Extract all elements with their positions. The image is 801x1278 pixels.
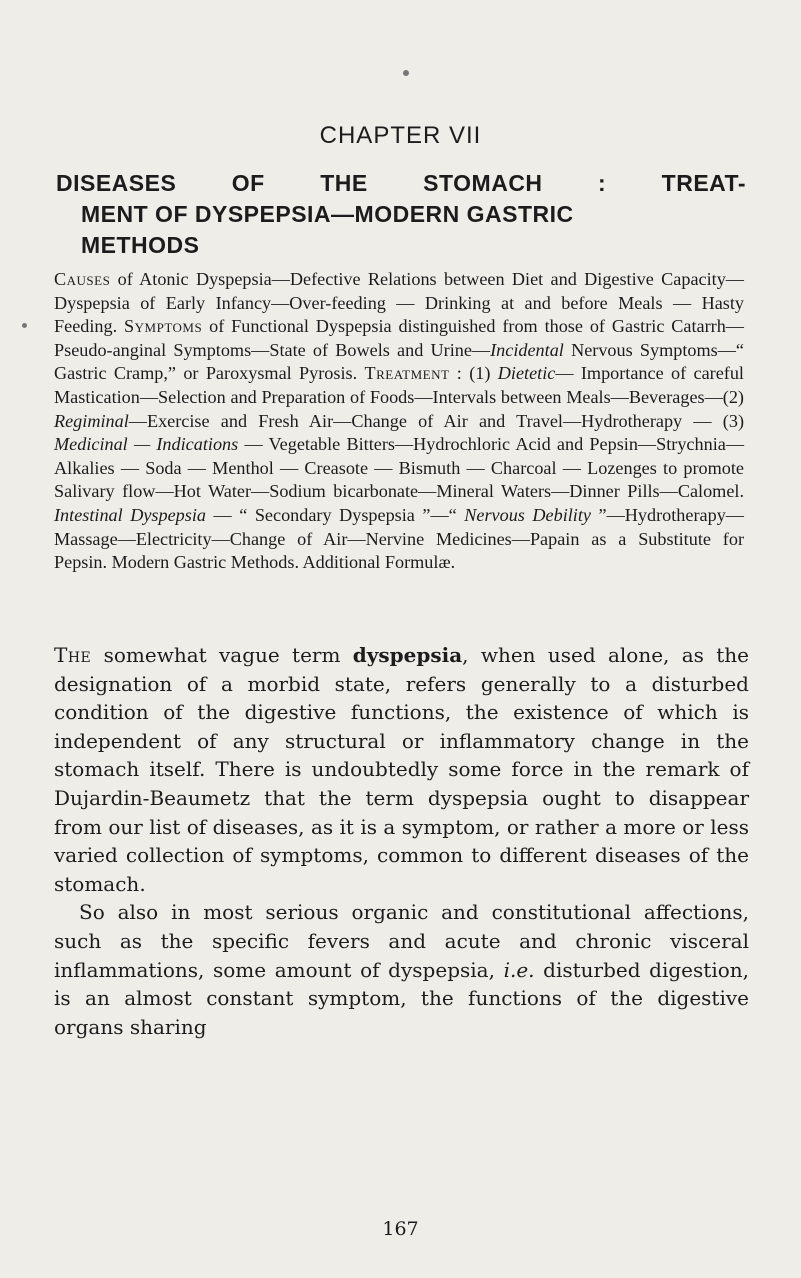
synopsis-symptoms-text: of Functional Dyspepsia distinguished from those of Gastric Catarrh—Pseudo-anginal Symptoms—State of Bowels and Urine— [54, 316, 744, 360]
paragraph-1 [54, 641, 749, 898]
synopsis-dietetic: Dietetic [497, 363, 556, 384]
chapter-title-line-3: METHODS [81, 232, 200, 258]
synopsis-treatment-text-f: ”—Hydrotherapy—Massage—Electricity—Change of Air—Nervine Medicines—Papain as a Substitute for Pepsin. Modern Gastric Methods. Additional Formulæ. [54, 504, 744, 573]
term-dyspepsia: dyspepsia [352, 643, 463, 667]
synopsis-treatment-text-b: — Importance of careful Mastication—Selection and Preparation of Foods—Intervals between Meals—Beverages—(2) [54, 363, 744, 407]
synopsis-treatment-label: Treatment [364, 363, 450, 384]
synopsis-treatment-text: : (1) [449, 363, 498, 384]
synopsis-nervous-debility: Nervous Debility [464, 504, 591, 525]
synopsis-causes-label: Causes [54, 269, 111, 289]
synopsis-regiminal: Regiminal [54, 410, 129, 431]
chapter-heading: CHAPTER VII [319, 122, 482, 149]
chapter-title-line-2: MENT OF DYSPEPSIA—MODERN GASTRIC [81, 201, 574, 227]
synopsis-medicinal: Medicinal — Indications [54, 434, 239, 455]
synopsis-symptoms-label: Symptoms [124, 316, 203, 337]
paragraph-2-ie: i.e. [503, 957, 535, 982]
synopsis-treatment-text-c: —Exercise and Fresh Air—Change of Air and Travel—Hydrotherapy — (3) [128, 410, 744, 431]
chapter-title-line-1: DISEASES OF THE STOMACH : TREAT- [56, 170, 746, 196]
page-number: 167 [382, 1218, 419, 1240]
body-text [54, 641, 749, 1041]
synopsis-causes-text: of Atonic Dyspepsia—Defective Relations between Diet and Digestive Capacity—Dyspepsia of Early Infancy—Over-feeding — Drinking at and before Meals — Hasty Feeding. [54, 269, 744, 337]
print-speck [403, 70, 409, 76]
chapter-synopsis [54, 268, 744, 575]
synopsis-treatment-text-d: — Vegetable Bitters—Hydrochloric Acid and Pepsin—Strychnia—Alkalies — Soda — Menthol — Creasote — Bismuth — Charcoal — Lozenges to promote Salivary flow—Hot Water—Sodium bicarbonate—Mineral Waters—Dinner Pills—Calomel. [54, 434, 745, 502]
paragraph-1-text-a: somewhat vague term [91, 643, 353, 667]
synopsis-symptoms-text-b: Nervous Symptoms—“ Gastric Cramp,” or Paroxysmal Pyrosis. [54, 339, 744, 384]
paragraph-1-lead: The [54, 643, 92, 667]
synopsis-incidental: Incidental [490, 339, 564, 360]
paragraph-2 [54, 898, 749, 1041]
synopsis-treatment-text-e: — “ Secondary Dyspepsia ”—“ [206, 504, 465, 525]
print-speck [22, 323, 27, 328]
paragraph-2-text-a: So also in most serious organic and constitutional affections, such as the specific fevers and acute and chronic visceral inflammations, some amount of dyspepsia, [54, 900, 749, 982]
paragraph-1-text-b: , when used alone, as the designation of a morbid state, refers generally to a disturbed condition of the digestive functions, the existence of which is independent of any structural or inflammatory change in the stomach itself. There is undoubtedly some force in the remark of Dujardin-Beaumetz that the term dyspepsia ought to disappear from our list of diseases, as it is a symptom, or rather a more or less varied collection of symptoms, common to different diseases of the stomach. [54, 643, 749, 896]
paragraph-2-text-b: disturbed digestion, is an almost constant symptom, the functions of the digestive organs sharing [54, 957, 749, 1039]
synopsis-intestinal: Intestinal Dyspepsia [54, 504, 206, 525]
chapter-title [56, 168, 746, 261]
